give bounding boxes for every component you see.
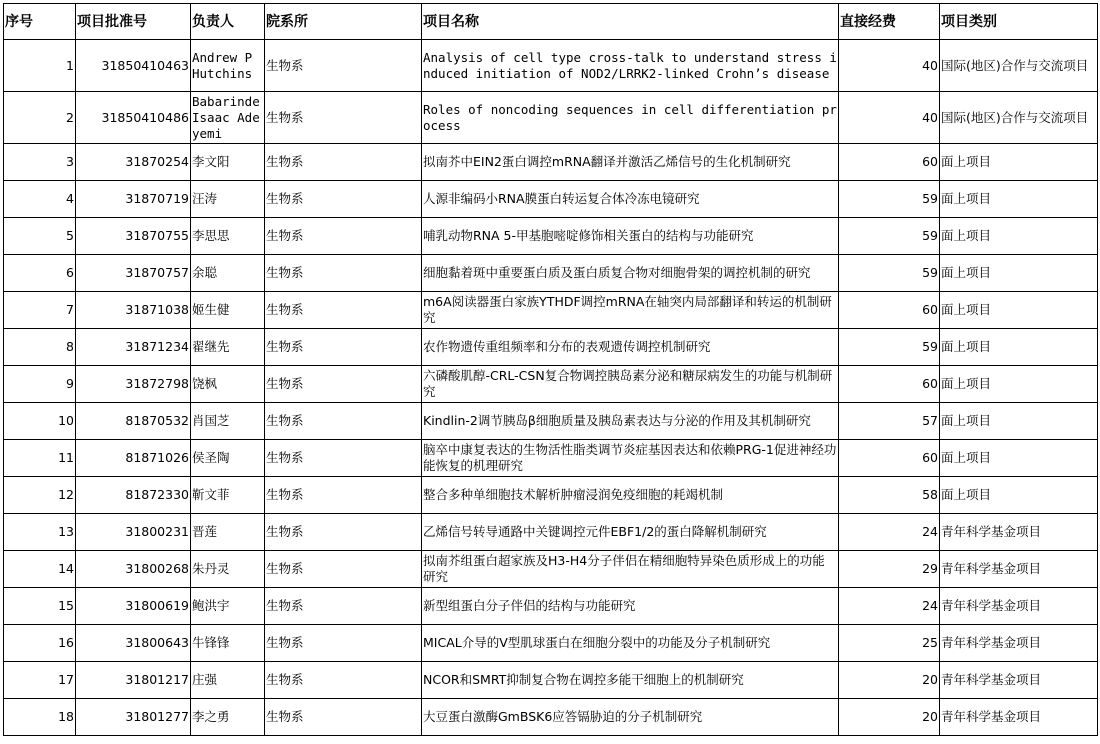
- cell-fund: 29: [839, 551, 940, 588]
- table-row: [4, 477, 1098, 514]
- cell-type: 面上项目: [940, 292, 1098, 329]
- header-dept: 院系所: [265, 4, 422, 40]
- cell-seq: 14: [4, 551, 76, 588]
- cell-dept: 生物系: [265, 181, 422, 218]
- cell-dept: 生物系: [265, 218, 422, 255]
- table-row: [4, 92, 1098, 144]
- cell-fund: 25: [839, 625, 940, 662]
- cell-leader: 庄强: [191, 662, 265, 699]
- cell-leader: Babarinde Isaac Adeyemi: [191, 92, 265, 144]
- cell-seq: 6: [4, 255, 76, 292]
- cell-title: 整合多种单细胞技术解析肿瘤浸润免疫细胞的耗竭机制: [422, 477, 839, 514]
- cell-fund: 57: [839, 403, 940, 440]
- cell-dept: 生物系: [265, 477, 422, 514]
- cell-type: 面上项目: [940, 181, 1098, 218]
- table-row: [4, 366, 1098, 403]
- table-row: [4, 551, 1098, 588]
- cell-fund: 58: [839, 477, 940, 514]
- cell-seq: 13: [4, 514, 76, 551]
- table-row: [4, 329, 1098, 366]
- cell-type: 面上项目: [940, 403, 1098, 440]
- cell-title: 拟南芥中EIN2蛋白调控mRNA翻译并激活乙烯信号的生化机制研究: [422, 144, 839, 181]
- cell-leader: 李之勇: [191, 699, 265, 736]
- cell-dept: 生物系: [265, 514, 422, 551]
- cell-fund: 20: [839, 662, 940, 699]
- cell-seq: 4: [4, 181, 76, 218]
- cell-code: 31800619: [76, 588, 191, 625]
- table-row: [4, 588, 1098, 625]
- cell-title: MICAL介导的V型肌球蛋白在细胞分裂中的功能及分子机制研究: [422, 625, 839, 662]
- table-body: [4, 40, 1098, 736]
- cell-title: 六磷酸肌醇-CRL-CSN复合物调控胰岛素分泌和糖尿病发生的功能与机制研究: [422, 366, 839, 403]
- cell-type: 国际(地区)合作与交流项目: [940, 40, 1098, 92]
- cell-leader: Andrew P Hutchins: [191, 40, 265, 92]
- cell-seq: 15: [4, 588, 76, 625]
- table-row: [4, 292, 1098, 329]
- cell-leader: 翟继先: [191, 329, 265, 366]
- cell-leader: 靳文菲: [191, 477, 265, 514]
- cell-leader: 李文阳: [191, 144, 265, 181]
- cell-title: 人源非编码小RNA膜蛋白转运复合体冷冻电镜研究: [422, 181, 839, 218]
- cell-code: 31870254: [76, 144, 191, 181]
- cell-type: 青年科学基金项目: [940, 551, 1098, 588]
- cell-leader: 鲍洪宇: [191, 588, 265, 625]
- cell-fund: 24: [839, 514, 940, 551]
- cell-dept: 生物系: [265, 366, 422, 403]
- cell-code: 31800231: [76, 514, 191, 551]
- cell-seq: 17: [4, 662, 76, 699]
- cell-type: 面上项目: [940, 255, 1098, 292]
- cell-title: 脑卒中康复表达的生物活性脂类调节炎症基因表达和依赖PRG-1促进神经功能恢复的机理研究: [422, 440, 839, 477]
- table-row: [4, 403, 1098, 440]
- cell-code: 31850410463: [76, 40, 191, 92]
- cell-dept: 生物系: [265, 292, 422, 329]
- cell-leader: 晋莲: [191, 514, 265, 551]
- table-row: [4, 181, 1098, 218]
- cell-leader: 侯圣陶: [191, 440, 265, 477]
- cell-dept: 生物系: [265, 440, 422, 477]
- cell-fund: 40: [839, 92, 940, 144]
- cell-dept: 生物系: [265, 662, 422, 699]
- header-seq: 序号: [4, 4, 76, 40]
- cell-type: 青年科学基金项目: [940, 625, 1098, 662]
- cell-fund: 60: [839, 366, 940, 403]
- cell-fund: 60: [839, 292, 940, 329]
- cell-fund: 59: [839, 255, 940, 292]
- cell-fund: 60: [839, 144, 940, 181]
- cell-title: Kindlin-2调节胰岛β细胞质量及胰岛素表达与分泌的作用及其机制研究: [422, 403, 839, 440]
- cell-title: NCOR和SMRT抑制复合物在调控多能干细胞上的机制研究: [422, 662, 839, 699]
- cell-code: 31800643: [76, 625, 191, 662]
- cell-type: 青年科学基金项目: [940, 699, 1098, 736]
- cell-seq: 8: [4, 329, 76, 366]
- cell-title: 乙烯信号转导通路中关键调控元件EBF1/2的蛋白降解机制研究: [422, 514, 839, 551]
- cell-seq: 11: [4, 440, 76, 477]
- cell-dept: 生物系: [265, 329, 422, 366]
- table-row: [4, 40, 1098, 92]
- cell-dept: 生物系: [265, 403, 422, 440]
- cell-leader: 肖国芝: [191, 403, 265, 440]
- cell-type: 面上项目: [940, 477, 1098, 514]
- cell-seq: 9: [4, 366, 76, 403]
- cell-dept: 生物系: [265, 699, 422, 736]
- cell-code: 31872798: [76, 366, 191, 403]
- cell-dept: 生物系: [265, 551, 422, 588]
- cell-dept: 生物系: [265, 144, 422, 181]
- cell-title: m6A阅读器蛋白家族YTHDF调控mRNA在轴突内局部翻译和转运的机制研究: [422, 292, 839, 329]
- cell-title: 哺乳动物RNA 5-甲基胞嘧啶修饰相关蛋白的结构与功能研究: [422, 218, 839, 255]
- cell-seq: 7: [4, 292, 76, 329]
- cell-code: 31801217: [76, 662, 191, 699]
- cell-code: 31801277: [76, 699, 191, 736]
- cell-dept: 生物系: [265, 255, 422, 292]
- cell-type: 面上项目: [940, 329, 1098, 366]
- cell-seq: 18: [4, 699, 76, 736]
- cell-leader: 姬生健: [191, 292, 265, 329]
- cell-dept: 生物系: [265, 40, 422, 92]
- cell-code: 81870532: [76, 403, 191, 440]
- cell-seq: 3: [4, 144, 76, 181]
- cell-fund: 59: [839, 218, 940, 255]
- table-row: [4, 218, 1098, 255]
- cell-leader: 饶枫: [191, 366, 265, 403]
- cell-dept: 生物系: [265, 588, 422, 625]
- cell-fund: 24: [839, 588, 940, 625]
- cell-title: 细胞黏着斑中重要蛋白质及蛋白质复合物对细胞骨架的调控机制的研究: [422, 255, 839, 292]
- cell-code: 31870719: [76, 181, 191, 218]
- cell-title: Roles of noncoding sequences in cell differentiation process: [422, 92, 839, 144]
- cell-leader: 牛锋锋: [191, 625, 265, 662]
- cell-leader: 余聪: [191, 255, 265, 292]
- cell-title: 农作物遗传重组频率和分布的表观遗传调控机制研究: [422, 329, 839, 366]
- cell-type: 面上项目: [940, 144, 1098, 181]
- cell-title: 大豆蛋白激酶GmBSK6应答镉胁迫的分子机制研究: [422, 699, 839, 736]
- cell-code: 31870755: [76, 218, 191, 255]
- table-row: [4, 255, 1098, 292]
- header-leader: 负责人: [191, 4, 265, 40]
- table-row: [4, 144, 1098, 181]
- cell-fund: 40: [839, 40, 940, 92]
- cell-type: 国际(地区)合作与交流项目: [940, 92, 1098, 144]
- cell-seq: 10: [4, 403, 76, 440]
- cell-title: 拟南芥组蛋白超家族及H3-H4分子伴侣在精细胞特异染色质形成上的功能研究: [422, 551, 839, 588]
- cell-code: 81872330: [76, 477, 191, 514]
- cell-seq: 12: [4, 477, 76, 514]
- cell-seq: 2: [4, 92, 76, 144]
- cell-code: 31871234: [76, 329, 191, 366]
- cell-dept: 生物系: [265, 92, 422, 144]
- cell-seq: 5: [4, 218, 76, 255]
- header-title: 项目名称: [422, 4, 839, 40]
- cell-type: 青年科学基金项目: [940, 588, 1098, 625]
- cell-fund: 60: [839, 440, 940, 477]
- cell-title: 新型组蛋白分子伴侣的结构与功能研究: [422, 588, 839, 625]
- cell-code: 31870757: [76, 255, 191, 292]
- cell-seq: 1: [4, 40, 76, 92]
- header-fund: 直接经费: [839, 4, 940, 40]
- header-type: 项目类别: [940, 4, 1098, 40]
- cell-type: 青年科学基金项目: [940, 514, 1098, 551]
- cell-code: 81871026: [76, 440, 191, 477]
- cell-type: 面上项目: [940, 218, 1098, 255]
- table-row: [4, 699, 1098, 736]
- cell-dept: 生物系: [265, 625, 422, 662]
- cell-fund: 59: [839, 329, 940, 366]
- cell-title: Analysis of cell type cross-talk to understand stress induced initiation of NOD2/LRRK2-linked Crohn’s disease: [422, 40, 839, 92]
- header-row: [4, 4, 1098, 40]
- table-row: [4, 514, 1098, 551]
- cell-leader: 汪涛: [191, 181, 265, 218]
- cell-leader: 朱丹灵: [191, 551, 265, 588]
- cell-leader: 李思思: [191, 218, 265, 255]
- cell-code: 31850410486: [76, 92, 191, 144]
- cell-code: 31800268: [76, 551, 191, 588]
- table-row: [4, 625, 1098, 662]
- cell-seq: 16: [4, 625, 76, 662]
- table-row: [4, 662, 1098, 699]
- cell-fund: 20: [839, 699, 940, 736]
- cell-type: 面上项目: [940, 440, 1098, 477]
- cell-type: 面上项目: [940, 366, 1098, 403]
- table-row: [4, 440, 1098, 477]
- project-table: [3, 3, 1098, 736]
- header-code: 项目批准号: [76, 4, 191, 40]
- cell-code: 31871038: [76, 292, 191, 329]
- cell-type: 青年科学基金项目: [940, 662, 1098, 699]
- cell-fund: 59: [839, 181, 940, 218]
